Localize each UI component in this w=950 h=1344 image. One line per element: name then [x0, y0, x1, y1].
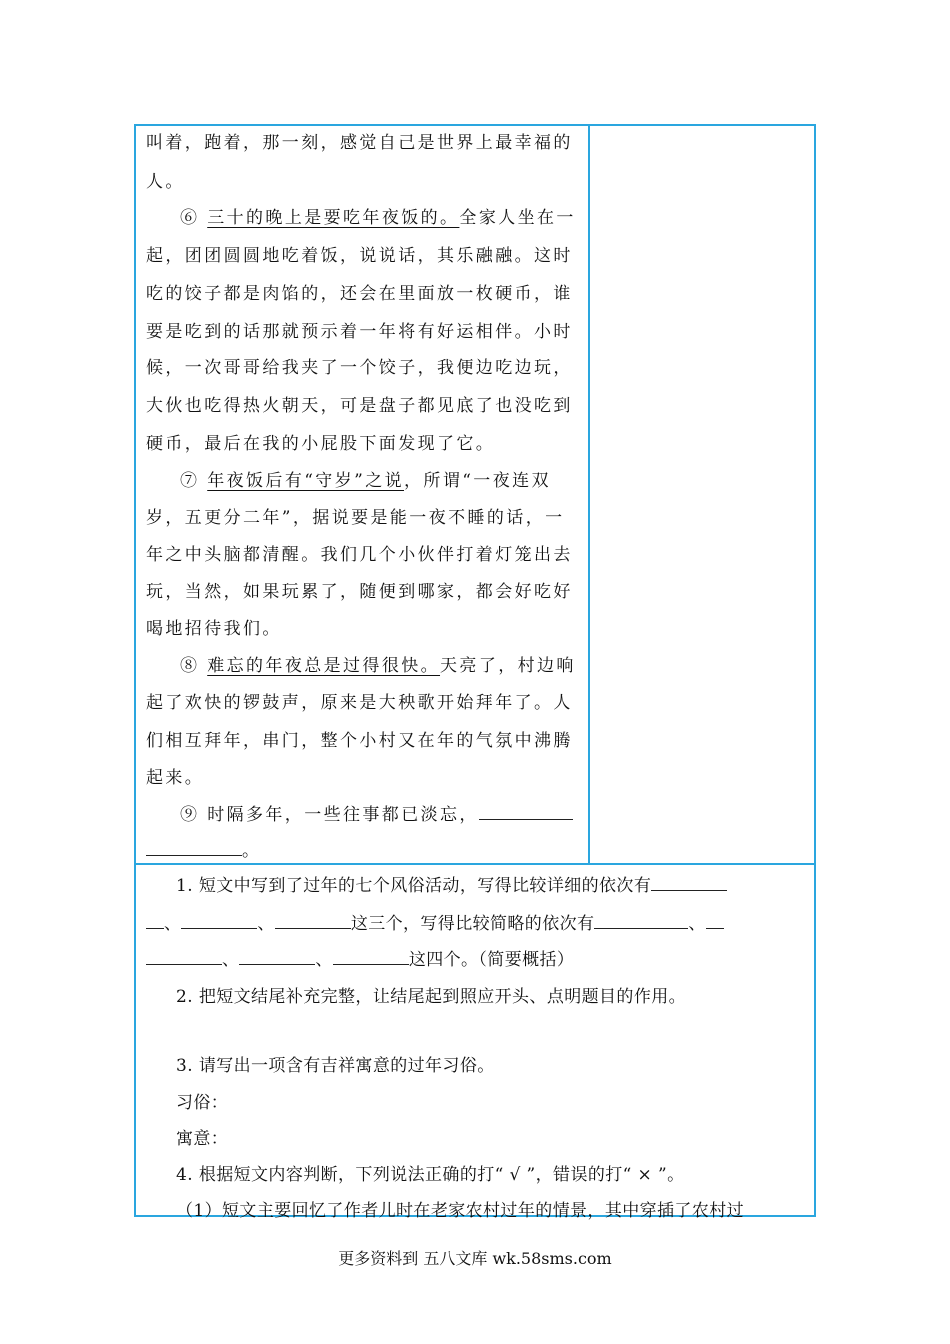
- passage-line: 年之中头脑都清醒。我们几个小伙伴打着灯笼出去: [146, 545, 573, 565]
- passage-line: 要是吃到的话那就预示着一年将有好运相伴。小时: [146, 322, 573, 342]
- footer-source-note: 更多资料到 五八文库 wk.58sms.com: [338, 1249, 612, 1268]
- question-3-custom-label: 习俗：: [176, 1093, 229, 1113]
- question-4-item-1: （1）短文主要回忆了作者儿时在老家农村过年的情景，其中穿插了农村过: [176, 1201, 745, 1221]
- answer-blank[interactable]: [146, 950, 222, 965]
- paragraph-9-first-line: [180, 800, 573, 825]
- passage-line: 起来。: [146, 768, 205, 788]
- answer-blank[interactable]: [333, 950, 409, 965]
- question-text: 、: [222, 950, 240, 970]
- question-text: 、: [257, 914, 275, 934]
- paragraph-9-second-line: [146, 836, 261, 861]
- passage-text: 。: [242, 841, 262, 861]
- answer-blank[interactable]: [181, 914, 257, 929]
- passage-line: 大伙也吃得热火朝天，可是盘子都见底了也没吃到: [146, 396, 573, 416]
- passage-line: 喝地招待我们。: [146, 619, 282, 639]
- paragraph-number: ⑥: [180, 208, 200, 228]
- passage-text: 全家人坐在一: [459, 208, 576, 228]
- question-text: 这三个，写得比较简略的依次有: [350, 914, 595, 934]
- passage-line: 们相互拜年，串门，整个小村又在年的气氛中沸腾: [146, 731, 573, 751]
- question-text: 、: [164, 914, 182, 934]
- passage-line: 岁，五更分二年”，据说要是能一夜不睡的话，一: [146, 508, 565, 528]
- passage-line: 硬币，最后在我的小屁股下面发现了它。: [146, 434, 496, 454]
- column-divider: [588, 124, 590, 865]
- question-text: 1. 短文中写到了过年的七个风俗活动，写得比较详细的依次有: [176, 876, 652, 896]
- answer-blank[interactable]: [651, 876, 727, 891]
- answer-blank[interactable]: [594, 914, 688, 929]
- passage-line: 人。: [146, 172, 185, 192]
- passage-line: 叫着，跑着，那一刻，感觉自己是世界上最幸福的: [146, 133, 573, 153]
- paragraph-7-first-line: [180, 466, 551, 491]
- answer-blank[interactable]: [146, 841, 242, 856]
- passage-text: ，所谓“一夜连双: [404, 471, 551, 491]
- question-1-line-2: [146, 909, 806, 934]
- answer-blank[interactable]: [479, 805, 573, 820]
- answer-blank[interactable]: [275, 914, 351, 929]
- answer-blank[interactable]: [706, 914, 724, 929]
- passage-text: 天亮了，村边响: [440, 656, 576, 676]
- row-divider: [134, 863, 816, 865]
- question-3: 3. 请写出一项含有吉祥寓意的过年习俗。: [176, 1056, 495, 1076]
- passage-line: 候，一次哥哥给我夹了一个饺子，我便边吃边玩，: [146, 358, 573, 378]
- passage-line: 吃的饺子都是肉馅的，还会在里面放一枚硬币，谁: [146, 284, 573, 304]
- question-1-line-1: [176, 871, 836, 896]
- question-2: 2. 把短文结尾补充完整，让结尾起到照应开头、点明题目的作用。: [176, 987, 687, 1007]
- passage-line: 起，团团圆圆地吃着饭，说说话，其乐融融。这时: [146, 246, 573, 266]
- underlined-sentence: 年夜饭后有“守岁”之说: [207, 471, 405, 491]
- paragraph-number: ⑦: [180, 471, 200, 491]
- question-text: 这四个。（简要概括）: [408, 950, 575, 970]
- passage-text: ⑨ 时隔多年，一些往事都已淡忘，: [180, 805, 479, 825]
- paragraph-number: ⑧: [180, 656, 200, 676]
- passage-line: 起了欢快的锣鼓声，原来是大秧歌开始拜年了。人: [146, 693, 573, 713]
- question-1-line-3: [146, 945, 806, 970]
- answer-blank[interactable]: [239, 950, 315, 965]
- question-text: 、: [688, 914, 706, 934]
- question-4: 4. 根据短文内容判断，下列说法正确的打“ √ ”，错误的打“ × ”。: [176, 1165, 685, 1185]
- paragraph-6-first-line: [180, 203, 576, 228]
- passage-line: 玩，当然，如果玩累了，随便到哪家，都会好吃好: [146, 582, 573, 602]
- underlined-sentence: 难忘的年夜总是过得很快。: [207, 656, 441, 676]
- paragraph-8-first-line: [180, 651, 576, 676]
- underlined-sentence: 三十的晚上是要吃年夜饭的。: [207, 208, 460, 228]
- question-3-meaning-label: 寓意：: [176, 1129, 229, 1149]
- question-text: 、: [315, 950, 333, 970]
- answer-blank[interactable]: [146, 914, 164, 929]
